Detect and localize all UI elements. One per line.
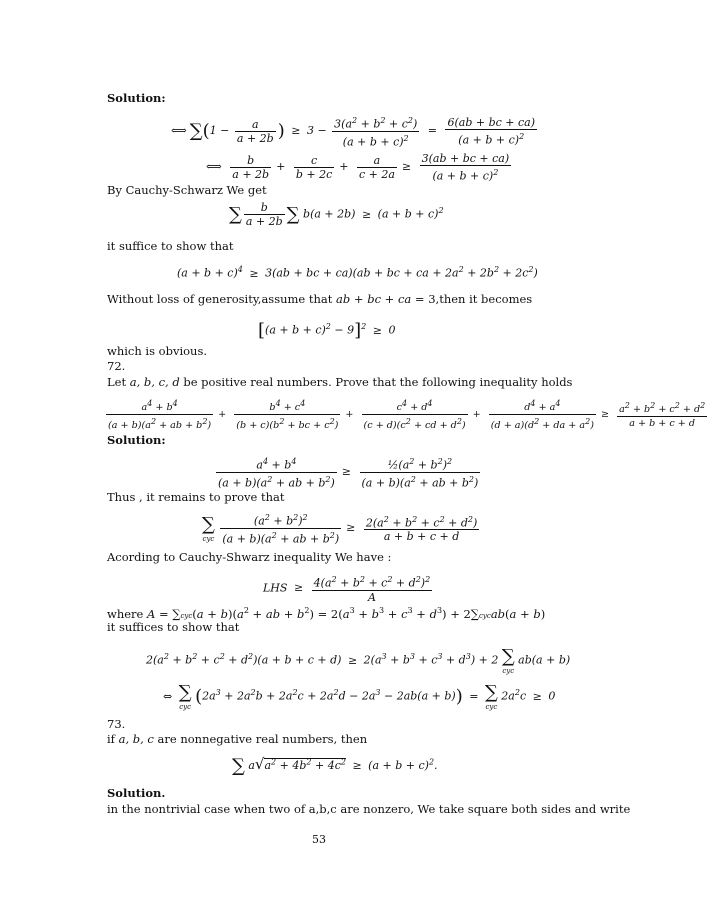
equation-10: $2(a^2 + b^2 + c^2 + d^2)(a + b + c + d) \ge 2(a^3 + b^3 + c^3 + d^3) + 2$ ∑ cyc ab(a + b) xyxy=(146,646,571,675)
problem-number-72: 72. xyxy=(107,359,126,373)
problem-72-statement: Let a, b, c, d be positive real numbers. Prove that the following inequality holds xyxy=(107,375,573,389)
equation-1: ⟺ ∑(1 − $\frac{a}{a + 2b}$ ) ≥ 3 − $\frac{3(a^2 + b^2 + c^2)}{(a + b + c)^2}$ = $\frac{6(ab + bc + ca)}{(a + b + c)^2}$ xyxy=(171,115,535,149)
page-number: 53 xyxy=(312,833,326,846)
acording-line: Acording to Cauchy-Shwarz inequality We have : xyxy=(107,550,392,564)
solution-heading-3: Solution. xyxy=(107,786,166,800)
cauchy-line: By Cauchy-Schwarz We get xyxy=(107,183,267,197)
equation-9: LHS ≥ $\frac{4(a^2 + b^2 + c^2 + d^2)^2}{A}$ xyxy=(263,575,431,604)
obvious-line: which is obvious. xyxy=(107,344,208,358)
where-A-line: where $A = \sum cyc(a + b)(a^2$ + ab + $b^2) = 2(a^3 + b^3 + c^3 + d^3)$ + 2∑cycab(a + b) xyxy=(107,606,546,621)
solution-heading-2: Solution: xyxy=(107,433,166,447)
thus-line: Thus , it remains to prove that xyxy=(107,490,285,504)
equation-3: ∑ $\frac{b}{a + 2b}$ ∑ $b(a + 2b) \ge (a + b + c)^2$ xyxy=(229,201,444,228)
wlog-line: Without loss of generosity,assume that ab + bc + ca = 3,then it becomes xyxy=(107,292,533,306)
nontrivial-line: in the nontrivial case when two of a,b,c are nonzero, We take square both sides and write xyxy=(107,802,631,816)
equation-11: ⇔ ∑ cyc $(2a^3 + 2a^2b + 2a^2c + 2a^2d - 2a^3 - 2ab(a + b))$ = ∑ cyc $2a^2c \ge 0$ xyxy=(163,682,556,711)
equation-7: $\frac{a^4 + b^4}{(a + b)(a^2 + ab + b^2)}$ ≥ $\frac{\frac{1}{2}(a^2 + b^2)^2}{(a + b)(a^2 + ab + b^2)}$ xyxy=(218,457,479,490)
problem-number-73: 73. xyxy=(107,717,126,731)
equation-2: ⟺ $\frac{b}{a + 2b}$ + $\frac{c}{b + 2c}$ + $\frac{a}{c + 2a}$ ≥ $\frac{3(ab + bc + ca)}{(a + b + c)^2}$ xyxy=(206,152,510,183)
equation-4: $(a + b + c)^4 \ge 3(ab$ + bc + ca)(ab + bc + ca + $2a^2 + 2b^2 + 2c^2$) xyxy=(177,265,538,280)
equation-8: ∑ cyc $\frac{(a^2 + b^2)^2}{(a + b)(a^2 + ab + b^2)}$ ≥ $\frac{2(a^2 + b^2 + c^2 + d^2)}{a + b + c + d}$ xyxy=(202,513,478,546)
suffices-line: it suffices to show that xyxy=(107,620,240,634)
solution-heading: Solution: xyxy=(107,91,166,105)
equation-12: ∑ $a√a^2 + 4b^2 + 4c^2 \ge (a + b + c)^2$. xyxy=(232,755,438,777)
equation-6: $\frac{a^4 + b^4}{(a + b)(a^2 + ab + b^2)}$ + $\frac{b^4 + c^4}{(b + c)(b^2 + bc + c^2)}$ + $\frac{c^4 + d^4}{(c + d)(c^2 + cd + d^2)}$ + $\frac{d^4 + a^4}{(d + a)(d^2 + da + a^2)}$ ≥ $\frac{a^2 + b^2 + c^2 + d^2}{a + b + c + d}$ xyxy=(108,399,706,432)
suffice-line: it suffice to show that xyxy=(107,239,234,253)
problem-73-statement: if a, b, c are nonnegative real numbers, then xyxy=(107,732,368,746)
equation-5: $[(a + b + c)^2 - 9]^2 \ge 0$ xyxy=(258,320,396,341)
